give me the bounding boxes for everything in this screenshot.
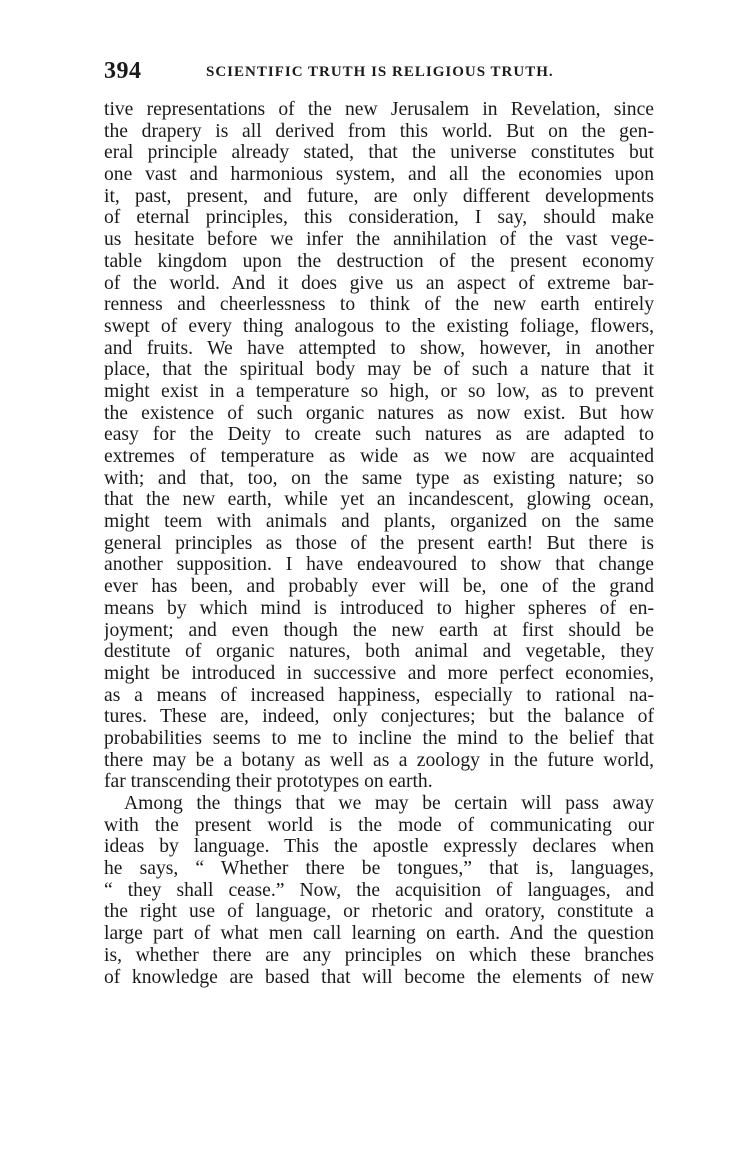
text-line: another supposition. I have endeavoured to show that change (104, 554, 654, 576)
text-line: destitute of organic natures, both animal and vegetable, they (104, 641, 654, 663)
text-line: the drapery is all derived from this world. But on the gen- (104, 120, 654, 142)
text-line: far transcending their prototypes on earth. (104, 771, 433, 793)
text-line: might teem with animals and plants, organized on the same (104, 511, 654, 533)
text-line: tures. These are, indeed, only conjectures; but the balance of (104, 706, 654, 728)
text-line: of knowledge are based that will become the elements of new (104, 966, 654, 988)
text-line: large part of what men call learning on earth. And the question (104, 923, 654, 945)
text-line: as a means of increased happiness, especially to rational na- (104, 684, 654, 706)
text-line: of eternal principles, this consideration, I say, should make (104, 207, 654, 229)
text-line: “ they shall cease.” Now, the acquisition of languages, and (104, 879, 654, 901)
text-line: renness and cheerlessness to think of the new earth entirely (104, 294, 654, 316)
page-header (104, 58, 654, 88)
text-line: might be introduced in successive and more perfect economies, (104, 662, 654, 684)
paragraph (104, 99, 654, 793)
body-text (104, 99, 654, 988)
text-line: extremes of temperature as wide as we now are acquainted (104, 446, 654, 467)
text-line: probabilities seems to me to incline the mind to the belief that (104, 727, 654, 749)
text-line: Among the things that we may be certain will pass away (124, 793, 654, 814)
text-line: with; and that, too, on the same type as existing nature; so (104, 467, 654, 489)
text-line: joyment; and even though the new earth at first should be (104, 619, 654, 641)
text-line: means by which mind is introduced to higher spheres of en- (104, 597, 654, 619)
text-line: might exist in a temperature so high, or so low, as to prevent (104, 380, 654, 402)
page-number: 394 (104, 58, 142, 84)
text-line: the right use of language, or rhetoric and oratory, constitute a (104, 901, 654, 923)
text-line: ideas by language. This the apostle expressly declares when (104, 836, 654, 858)
text-line: eral principle already stated, that the universe constitutes but (104, 142, 654, 164)
text-line: general principles as those of the present earth! But there is (104, 532, 654, 554)
text-line: the existence of such organic natures as now exist. But how (104, 402, 654, 424)
text-line: with the present world is the mode of communicating our (104, 814, 654, 836)
running-head: SCIENTIFIC TRUTH IS RELIGIOUS TRUTH. (206, 64, 554, 80)
text-line: table kingdom upon the destruction of the present economy (104, 250, 654, 272)
text-line: of the world. And it does give us an aspect of extreme bar- (104, 272, 654, 294)
text-line: tive representations of the new Jerusalem in Revelation, since (104, 99, 654, 120)
text-line: is, whether there are any principles on which these branches (104, 944, 654, 966)
text-line: there may be a botany as well as a zoology in the future world, (104, 749, 654, 771)
paragraph (104, 793, 654, 988)
text-line: place, that the spiritual body may be of such a nature that it (104, 359, 654, 381)
text-line: it, past, present, and future, are only different developments (104, 185, 654, 207)
text-line: one vast and harmonious system, and all the economies upon (104, 164, 654, 186)
text-line: us hesitate before we infer the annihilation of the vast vege- (104, 229, 654, 251)
text-line: ever has been, and probably ever will be, one of the grand (104, 576, 654, 598)
text-line: that the new earth, while yet an incandescent, glowing ocean, (104, 489, 654, 511)
text-line: he says, “ Whether there be tongues,” that is, languages, (104, 858, 654, 880)
text-line: and fruits. We have attempted to show, however, in another (104, 337, 654, 359)
text-line: swept of every thing analogous to the existing foliage, flowers, (104, 315, 654, 337)
text-line: easy for the Deity to create such natures as are adapted to (104, 424, 654, 446)
